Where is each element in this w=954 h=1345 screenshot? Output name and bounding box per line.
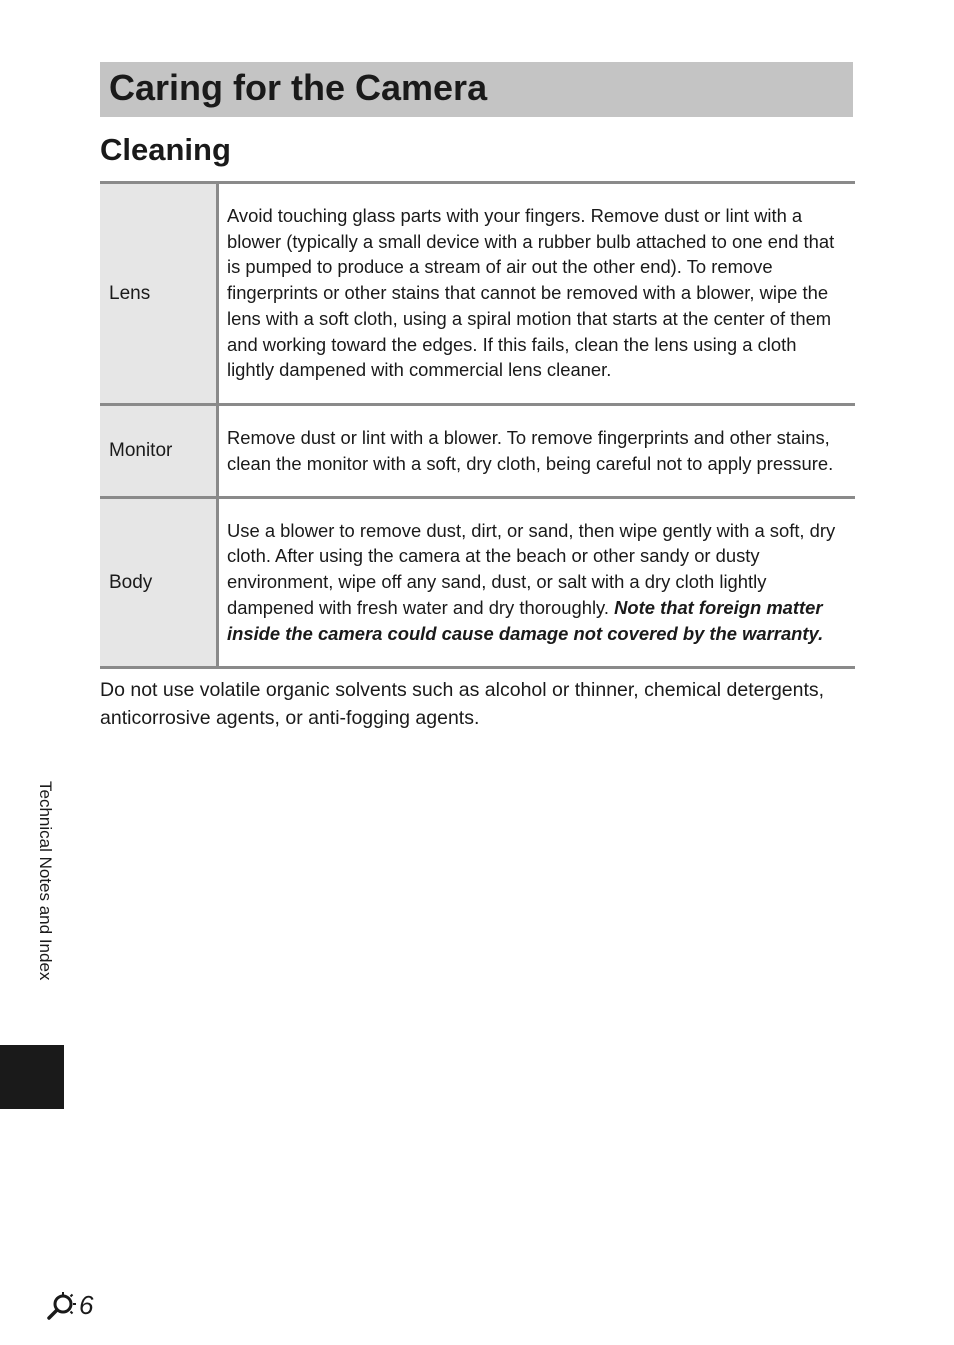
chapter-side-label: Technical Notes and Index bbox=[36, 781, 55, 981]
warranty-warning: Note that foreign matter inside the camera could cause damage not covered by the warranty. bbox=[227, 596, 824, 644]
table-row bbox=[100, 183, 855, 405]
cleaning-table bbox=[100, 181, 855, 669]
part-label-lens: Lens bbox=[100, 183, 218, 405]
technical-notes-icon bbox=[47, 1290, 77, 1320]
body-description-text: Use a blower to remove dust, dirt, or sand, then wipe gently with a soft, dry cloth. After using the camera at the beach or other sandy or dusty environment, wipe off any sand, dust, or salt with a dry cloth lightly dampened with fresh water and dry thoroughly. bbox=[227, 519, 836, 618]
chapter-tab-marker bbox=[0, 1045, 64, 1109]
part-label-monitor: Monitor bbox=[100, 405, 218, 498]
table-row bbox=[100, 498, 855, 668]
chapter-title-bar bbox=[100, 62, 853, 117]
part-label-body: Body bbox=[100, 498, 218, 668]
page-number bbox=[47, 1287, 93, 1323]
solvent-warning-note: Do not use volatile organic solvents such as alcohol or thinner, chemical detergents, anticorrosive agents, or anti-fogging agents. bbox=[100, 679, 825, 729]
page-title: Caring for the Camera bbox=[109, 67, 488, 108]
part-description-lens: Avoid touching glass parts with your fingers. Remove dust or lint with a blower (typically a small device with a rubber bulb attached to one end that is pumped to produce a stream of air out the other end). To remove fingerprints or other stains that cannot be removed with a blower, wipe the lens with a soft cloth, using a spiral motion that starts at the center of them and working toward the edges. If this fails, clean the lens using a cloth lightly dampened with commercial lens cleaner. bbox=[218, 183, 856, 405]
page-number-value: 6 bbox=[79, 1290, 94, 1320]
table-row bbox=[100, 405, 855, 498]
part-description-body bbox=[218, 498, 856, 668]
part-description-monitor: Remove dust or lint with a blower. To remove fingerprints and other stains, clean the monitor with a soft, dry cloth, being careful not to apply pressure. bbox=[218, 405, 856, 498]
section-title: Cleaning bbox=[100, 132, 231, 167]
